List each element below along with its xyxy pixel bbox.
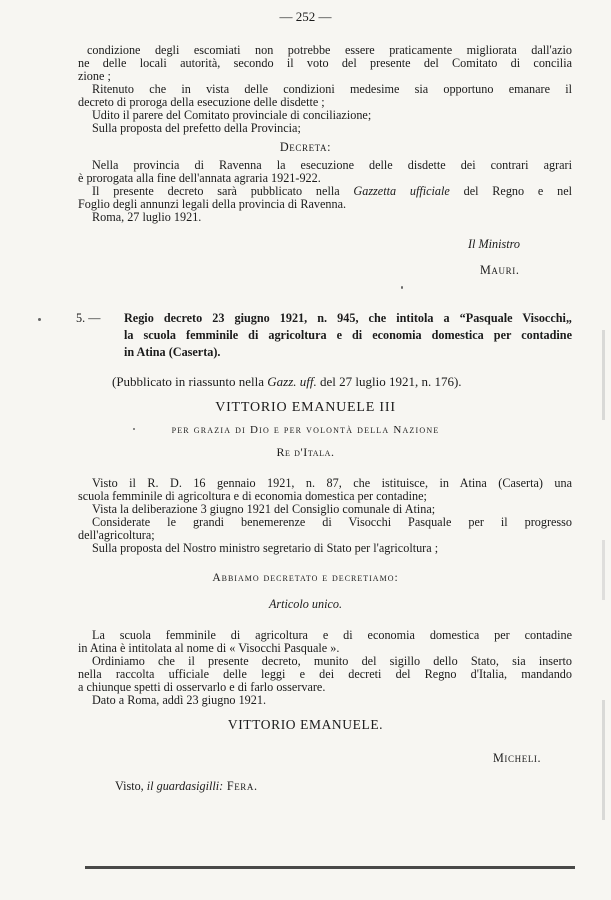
- guardasigilli-name: Fera.: [223, 779, 258, 793]
- text-line: decreto di proroga della esecuzione delle disdette ;: [78, 95, 325, 109]
- preamble-line: Visto il R. D. 16 gennaio 1921, n. 87, che istituisce, in Atina (Caserta) una: [92, 476, 572, 490]
- published-note: [112, 375, 462, 388]
- king-heading: VITTORIO EMANUELE III: [215, 400, 396, 415]
- decreta-heading: Decreta:: [279, 140, 332, 154]
- text-line: Foglio degli annunzi legali della provincia di Ravenna.: [78, 197, 347, 211]
- text-line: è prorogata alla fine dell'annata agraria 1921-922.: [78, 171, 321, 185]
- minister-title: Il Ministro: [468, 237, 521, 251]
- scan-speck: [38, 318, 41, 321]
- published-text: (Pubblicato in riassunto nella: [112, 374, 268, 389]
- countersignature: Micheli.: [493, 751, 542, 765]
- gazzetta-abbrev: Gazz. uff.: [267, 374, 317, 389]
- preamble-line: Considerate le grandi benemerenze di Visocchi Pasquale per il progresso: [92, 515, 572, 529]
- date-line: Roma, 27 luglio 1921.: [92, 210, 202, 224]
- article-line: a chiunque spetti di osservarlo e di farlo osservare.: [78, 680, 326, 694]
- scan-edge-mark: [602, 700, 605, 820]
- bottom-rule: [85, 866, 575, 869]
- article-line: in Atina è intitolata al nome di « Visocchi Pasquale ».: [78, 641, 340, 655]
- text-line: ne delle locali autorità, secondo il voto del presente del Comitato di concilia: [78, 56, 572, 70]
- king-signature: VITTORIO EMANUELE.: [227, 717, 384, 732]
- article-line: nella raccolta ufficiale delle leggi e dei decreti del Regno d'Italia, mandando: [78, 667, 572, 681]
- published-text: del 27 luglio 1921, n. 176).: [316, 374, 462, 389]
- text-line: condizione degli escomiati non potrebbe essere praticamente migliorata dall'azio: [87, 43, 572, 57]
- visto-text: Visto,: [115, 779, 147, 793]
- preamble-line: Vista la deliberazione 3 giugno 1921 del Consiglio comunale di Atina;: [92, 502, 436, 516]
- decree-title-line: in Atina (Caserta).: [124, 345, 221, 359]
- text-line: Udito il parere del Comitato provinciale di conciliazione;: [92, 108, 372, 122]
- page-number: — 252 —: [279, 9, 332, 24]
- decree-number: 5. —: [76, 311, 101, 325]
- gazzetta-title: Gazzetta ufficiale: [353, 184, 450, 198]
- re-line: Re d'Itala.: [276, 445, 335, 459]
- guardasigilli-label: il guardasigilli:: [146, 779, 224, 793]
- abbiamo-heading: Abbiamo decretato e decretiamo:: [212, 572, 399, 584]
- publish-text: del Regno e nel: [449, 184, 572, 198]
- scan-speck: [401, 286, 403, 289]
- publish-text: Il presente decreto sarà pubblicato nella: [92, 184, 354, 198]
- text-line: Ritenuto che in vista delle condizioni medesime sia opportuno emanare il: [92, 82, 572, 96]
- preamble-line: scuola femminile di agricoltura e di economia domestica per contadine;: [78, 489, 427, 503]
- visto-line: [115, 780, 258, 793]
- article-line: Dato a Roma, addì 23 giugno 1921.: [92, 693, 266, 707]
- text-line: zione ;: [78, 69, 111, 83]
- decree-title-line: Regio decreto 23 giugno 1921, n. 945, che intitola a “Pasquale Visocchi„: [124, 311, 572, 325]
- text-line: Nella provincia di Ravenna la esecuzione delle disdette dei contrari agrari: [92, 158, 572, 172]
- preamble-line: dell'agricoltura;: [78, 528, 155, 542]
- articolo-heading: Articolo unico.: [268, 597, 343, 611]
- grace-line: per grazia di Dio e per volontà della Nazione: [171, 424, 440, 436]
- minister-name: Mauri.: [480, 263, 520, 277]
- preamble-line: Sulla proposta del Nostro ministro segretario di Stato per l'agricoltura ;: [92, 541, 439, 555]
- scan-speck: [133, 428, 135, 430]
- article-line: La scuola femminile di agricoltura e di economia domestica per contadine: [92, 628, 572, 642]
- scan-edge-mark: [602, 330, 605, 420]
- article-line: Ordiniamo che il presente decreto, munito del sigillo dello Stato, sia inserto: [92, 654, 572, 668]
- decree-title-line: la scuola femminile di agricoltura e di economia domestica per contadine: [124, 328, 572, 342]
- text-line: Sulla proposta del prefetto della Provincia;: [92, 121, 301, 135]
- scan-edge-mark: [602, 540, 605, 600]
